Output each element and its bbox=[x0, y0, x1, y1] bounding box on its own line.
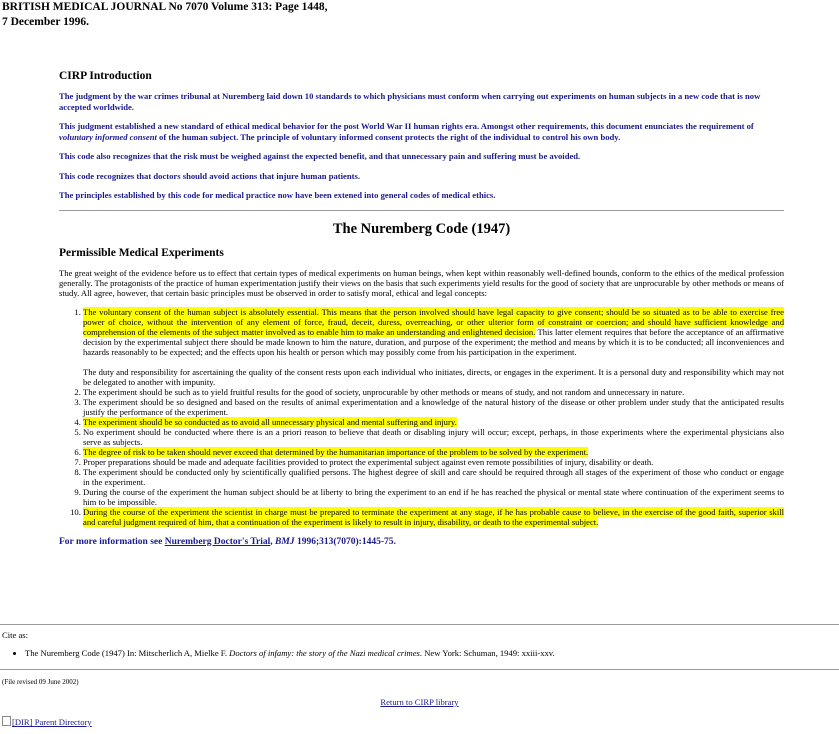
code-intro: The great weight of the evidence before us to effect that certain types of medical experiments on human beings, when kept within reasonably well-defined bounds, conform to the ethics of the medical profession generally. The protagonists of the practice of human experimentation justify their views on the basis that such experiments yield results for the good of society that are unprocurable by other methods or means of study. All agree, however, that certain basic principles must be observed in order to satisfy moral, ethical and legal concepts: bbox=[59, 267, 784, 298]
more-info bbox=[59, 537, 784, 547]
principle-2 bbox=[83, 387, 784, 397]
principle-1 bbox=[83, 307, 784, 387]
cite-item bbox=[25, 648, 555, 658]
cirp-p2-text-a: This judgment established a new standard of ethical medical behavior for the post World War II human rights era. Amongst other requirements, this document enunciates the requirement of bbox=[59, 121, 754, 131]
principle-7-text: Proper preparations should be made and adequate facilities provided to protect the experimental subject against even remote possibilities of injury, disability or death. bbox=[83, 456, 654, 467]
cite-label: Cite as: bbox=[2, 630, 29, 640]
cirp-p2-emphasis: voluntary informed consent bbox=[59, 131, 157, 142]
principle-3 bbox=[83, 397, 784, 417]
principle-8 bbox=[83, 467, 784, 487]
cite-list bbox=[9, 648, 555, 658]
principle-10-text: During the course of the experiment the scientist in charge must be prepared to terminate the experiment at any stage, if he has probable cause to believe, in the exercise of the good faith, superior skill and careful judgment required of him, that a continuation of the experiment is likely to result in injury, disability, or death to the experimental subject. bbox=[83, 506, 784, 527]
more-info-prefix: For more information see bbox=[59, 536, 165, 547]
principle-3-text: The experiment should be so designed and based on the results of animal experimentation and a knowledge of the natural history of the disease or other problem under study that the anticipated results justify the performance of the experiment. bbox=[83, 396, 784, 417]
more-info-citation: 1996;313(7070):1445-75. bbox=[294, 536, 396, 547]
cirp-paragraph-5: The principles established by this code for medical practice now have been extened into general codes of medical ethics. bbox=[59, 190, 496, 200]
code-subtitle: Permissible Medical Experiments bbox=[59, 246, 224, 259]
principle-6-text: The degree of risk to be taken should never exceed that determined by the humanitarian importance of the problem to be solved by the experiment. bbox=[83, 446, 589, 457]
footer-divider-bottom bbox=[0, 669, 839, 670]
parent-row bbox=[2, 716, 92, 727]
cite-text-a: The Nuremberg Code (1947) In: Mitscherlich A, Mielke F. bbox=[25, 648, 230, 658]
principles-list bbox=[59, 307, 784, 527]
cirp-paragraph-3: This code also recognizes that the risk must be weighed against the expected benefit, and that unnecessary pain and suffering must be avoided. bbox=[59, 151, 581, 161]
journal-header bbox=[2, 0, 328, 30]
principle-6 bbox=[83, 447, 784, 457]
return-to-library-link[interactable]: Return to CIRP library bbox=[380, 697, 459, 707]
more-info-journal: BMJ bbox=[275, 536, 295, 547]
principle-1-paragraph-2: The duty and responsibility for ascertaining the quality of the consent rests upon each individual who initiates, directs, or engages in the experiment. It is a personal duty and responsibility which may not be delegated to another with impunity. bbox=[83, 366, 784, 387]
cite-book-title: Doctors of infamy: the story of the Nazi medical crimes bbox=[229, 648, 420, 658]
cirp-paragraph-1: The judgment by the war crimes tribunal at Nuremberg laid down 10 standards to which physicians must conform when carrying out experiments on human subjects in a new code that is now accepted worldwide. bbox=[59, 91, 761, 112]
section-divider bbox=[59, 210, 784, 211]
parent-directory-link[interactable] bbox=[2, 717, 92, 727]
dir-alt-text: [DIR] bbox=[12, 717, 33, 727]
principle-1-highlight: The voluntary consent of the human subject is absolutely essential. This means that the person involved should have legal capacity to give consent; should be so situated as to be able to exercise free power of choice, without the intervention of any element of force, fraud, deceit, duress, overreaching, or other ulterior form of constraint or coercion; and should have sufficient knowledge and comprehension of the elements of the subject matter involved as to enable him to make an understanding and enlightened decision. bbox=[83, 306, 784, 337]
file-revised-note: (File revised 09 June 2002) bbox=[2, 678, 79, 686]
principle-10 bbox=[83, 507, 784, 527]
journal-header-line2: 7 December 1996. bbox=[2, 16, 89, 28]
principle-9 bbox=[83, 487, 784, 507]
principle-4-text: The experiment should be so conducted as to avoid all unnecessary physical and mental suffering and injury. bbox=[83, 416, 457, 427]
journal-header-line1: BRITISH MEDICAL JOURNAL No 7070 Volume 313: Page 1448, bbox=[2, 1, 328, 13]
parent-directory-label: Parent Directory bbox=[34, 717, 92, 727]
principle-4 bbox=[83, 417, 784, 427]
cite-text-b: . New York: Schuman, 1949: xxiii-xxv. bbox=[419, 648, 555, 658]
principle-9-text: During the course of the experiment the human subject should be at liberty to bring the experiment to an end if he has reached the physical or mental state where continuation of the experiment seems to him to be impossible. bbox=[83, 486, 784, 507]
principle-7 bbox=[83, 457, 784, 467]
principle-8-text: The experiment should be conducted only by scientifically qualified persons. The highest degree of skill and care should be required through all stages of the experiment of those who conduct or engage in the experiment. bbox=[83, 466, 784, 487]
folder-icon bbox=[2, 716, 11, 726]
cirp-paragraph-4: This code recognizes that doctors should avoid actions that injure human patients. bbox=[59, 170, 360, 181]
cirp-p2-text-b: of the human subject. The principle of voluntary informed consent protects the right of the individual to control his own body. bbox=[156, 131, 621, 142]
more-info-sep: , bbox=[270, 536, 276, 547]
footer-divider-top bbox=[0, 624, 839, 625]
return-row bbox=[0, 697, 839, 707]
principle-5-text: No experiment should be conducted where there is an a priori reason to believe that death or disabling injury will occur; except, perhaps, in those experiments where the experimental physicians also serve as subjects. bbox=[83, 426, 784, 447]
nuremberg-trial-link[interactable]: Nuremberg Doctor's Trial bbox=[164, 536, 271, 547]
main-content bbox=[59, 70, 784, 547]
principle-5 bbox=[83, 427, 784, 447]
cirp-intro-heading: CIRP Introduction bbox=[59, 70, 152, 82]
principle-1-rest: This latter element requires that before the acceptance of an affirmative decision by the experimental subject there should be made known to him the nature, duration, and purpose of the experiment; the method and means by which it is to be conducted; all inconveniences and hazards reasonably to be expected; and the effects upon his health or person which may possibly come from his participation in the experiment. bbox=[83, 326, 784, 357]
code-title: The Nuremberg Code (1947) bbox=[332, 220, 511, 237]
cirp-paragraph-2 bbox=[59, 121, 784, 142]
principle-2-text: The experiment should be such as to yield fruitful results for the good of society, unprocurable by other methods or means of study, and not random and unnecessary in nature. bbox=[83, 386, 685, 397]
